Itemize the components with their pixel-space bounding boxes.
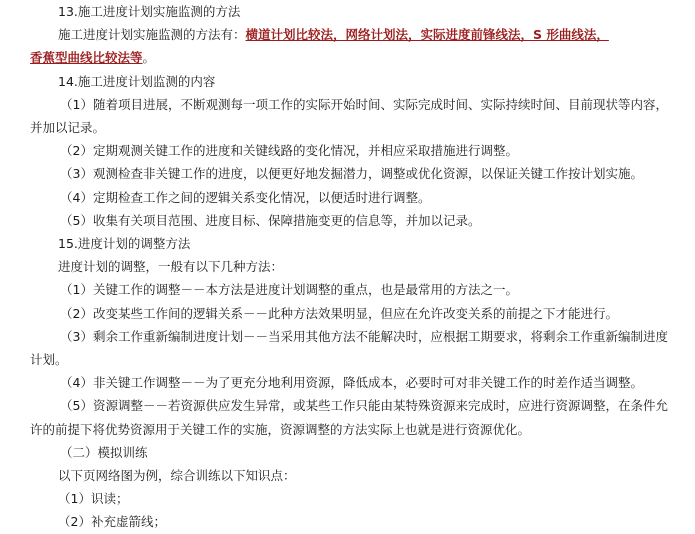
section-13-methods [30, 23, 670, 46]
section-13-highlight-b: 香蕉型曲线比较法等 [30, 50, 143, 66]
document-body [30, 0, 670, 534]
section-2-item-2: （2）补充虚箭线； [58, 514, 166, 530]
section-2-item-1: （1）识读； [58, 491, 129, 507]
section-15-item-4: （4）非关键工作调整－－为了更充分地利用资源，降低成本，必要时可对非关键工作的时差作适当调整。 [60, 375, 643, 391]
section-14-title: 14.施工进度计划监测的内容 [58, 73, 216, 89]
section-2-intro: 以下页网络图为例，综合训练以下知识点： [58, 468, 296, 484]
section-15-item-1: （1）关键工作的调整－－本方法是进度计划调整的重点，也是最常用的方法之一。 [60, 282, 518, 298]
section-13-methods-cont [30, 46, 670, 69]
section-13-end: 。 [142, 50, 156, 66]
section-15-intro: 进度计划的调整，一般有以下几种方法： [58, 259, 284, 275]
section-15-title: 15.进度计划的调整方法 [58, 236, 191, 252]
section-2-title: （二）模拟训练 [60, 444, 148, 460]
section-15-item-2: （2）改变某些工作间的逻辑关系－－此种方法效果明显，但应在允许改变关系的前提之下才能进行。 [60, 305, 618, 321]
section-15-item-3: （3）剩余工作重新编制进度计划－－当采用其他方法不能解决时，应根据工期要求，将剩余工作重新编制进度计划。 [30, 328, 668, 368]
section-13-title: 13.施工进度计划实施监测的方法 [58, 4, 241, 19]
section-14-item-5: （5）收集有关项目范围、进度目标、保障措施变更的信息等，并加以记录。 [60, 212, 481, 228]
section-14-item-2: （2）定期观测关键工作的进度和关键线路的变化情况，并相应采取措施进行调整。 [60, 143, 518, 159]
section-13-highlight-a: 横道计划比较法，网络计划法，实际进度前锋线法，S 形曲线法， [245, 27, 609, 43]
section-14-item-1: （1）随着项目进展，不断观测每一项工作的实际开始时间、实际完成时间、实际持续时间、目前现状等内容，并加以记录。 [30, 96, 668, 136]
section-13-prefix: 施工进度计划实施监测的方法有： [58, 27, 246, 43]
section-14-item-3: （3）观测检查非关键工作的进度，以便更好地发掘潜力，调整或优化资源，以保证关键工作按计划实施。 [60, 166, 643, 182]
section-15-item-5: （5）资源调整－－若资源供应发生异常，或某些工作只能由某特殊资源来完成时，应进行资源调整，在条件允许的前提下将优势资源用于关键工作的实施，资源调整的方法实际上也就是进行资源优化。 [30, 398, 668, 437]
section-14-item-4: （4）定期检查工作之间的逻辑关系变化情况，以便适时进行调整。 [60, 189, 431, 205]
